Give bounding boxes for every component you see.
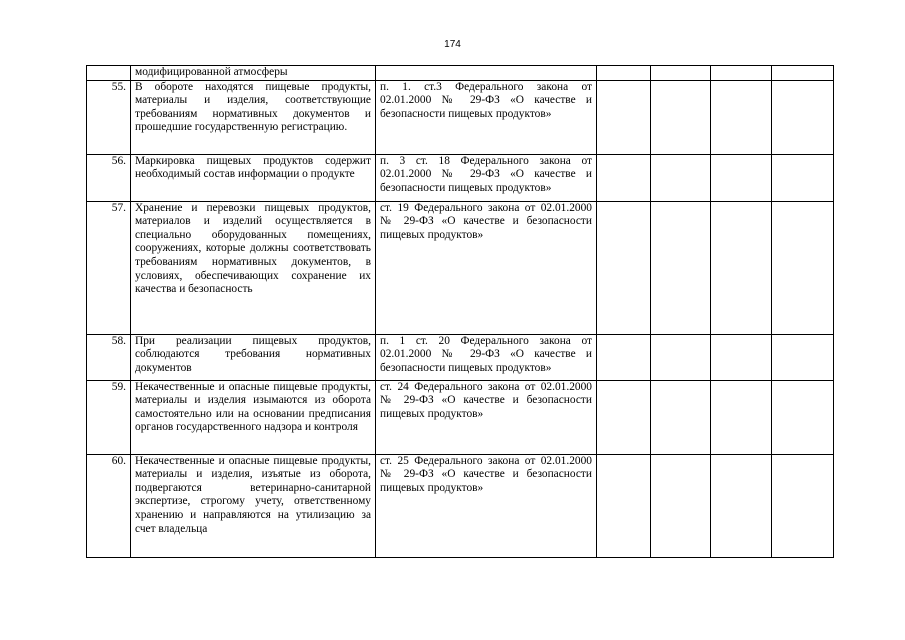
requirement-cell [131, 201, 376, 334]
row-number: 56. [87, 154, 131, 201]
row-number: 60. [87, 454, 131, 557]
empty-cell [772, 66, 834, 81]
reference-text: ст. 19 Федерального закона от 02.01.2000 № 29-ФЗ «О качестве и безопасности пищевых продуктов» [380, 201, 592, 241]
empty-cell [651, 66, 711, 81]
requirement-text: При реализации пищевых продуктов, соблюдаются требования нормативных документов [135, 334, 371, 374]
row-number: 59. [87, 380, 131, 454]
table-row [87, 201, 834, 334]
reference-cell [376, 201, 597, 334]
row-number: 57. [87, 201, 131, 334]
empty-cell [597, 80, 651, 154]
empty-cell [597, 454, 651, 557]
requirement-text: Некачественные и опасные пищевые продукты, материалы и изделия изымаются из оборота самостоятельно или на основании предписания органов государственного надзора и контроля [135, 380, 371, 434]
reference-cell [376, 334, 597, 380]
number-cell [87, 66, 131, 81]
requirement-cell [131, 66, 376, 81]
empty-cell [597, 201, 651, 334]
row-number: 55. [87, 80, 131, 154]
requirement-cell [131, 334, 376, 380]
reference-text: п. 3 ст. 18 Федерального закона от 02.01.2000 № 29-ФЗ «О качестве и безопасности пищевых продуктов» [380, 154, 592, 194]
reference-text: ст. 24 Федерального закона от 02.01.2000 № 29-ФЗ «О качестве и безопасности пищевых продуктов» [380, 380, 592, 420]
empty-cell [772, 80, 834, 154]
requirement-text: Хранение и перевозки пищевых продуктов, материалов и изделий осуществляется в специально оборудованных помещениях, сооружениях, которые должны соответствовать требованиям нормативных документов, в условиях, обеспечивающих сохранение их качества и безопасность [135, 201, 371, 296]
requirement-cell [131, 454, 376, 557]
empty-cell [772, 454, 834, 557]
empty-cell [651, 334, 711, 380]
empty-cell [597, 380, 651, 454]
empty-cell [772, 380, 834, 454]
empty-cell [711, 201, 772, 334]
table-row [87, 380, 834, 454]
checklist-table [86, 65, 834, 558]
empty-cell [711, 334, 772, 380]
empty-cell [711, 66, 772, 81]
empty-cell [597, 66, 651, 81]
empty-cell [772, 201, 834, 334]
empty-cell [651, 154, 711, 201]
table-row [87, 334, 834, 380]
reference-cell [376, 66, 597, 81]
reference-cell [376, 80, 597, 154]
requirement-text: модифицированной атмосферы [135, 66, 288, 78]
table-row [87, 80, 834, 154]
reference-cell [376, 154, 597, 201]
empty-cell [711, 154, 772, 201]
reference-cell [376, 454, 597, 557]
empty-cell [651, 80, 711, 154]
reference-cell [376, 380, 597, 454]
requirement-cell [131, 154, 376, 201]
empty-cell [651, 454, 711, 557]
empty-cell [772, 334, 834, 380]
table-row [87, 454, 834, 557]
requirement-cell [131, 80, 376, 154]
table-row [87, 154, 834, 201]
empty-cell [597, 334, 651, 380]
row-number: 58. [87, 334, 131, 380]
empty-cell [711, 80, 772, 154]
reference-text: ст. 25 Федерального закона от 02.01.2000 № 29-ФЗ «О качестве и безопасности пищевых продуктов» [380, 454, 592, 494]
page-number: 174 [444, 39, 461, 50]
requirement-text: Маркировка пищевых продуктов содержит необходимый состав информации о продукте [135, 154, 371, 181]
requirement-cell [131, 380, 376, 454]
empty-cell [651, 380, 711, 454]
empty-cell [711, 380, 772, 454]
requirement-text: В обороте находятся пищевые продукты, материалы и изделия, соответствующие требованиям нормативных документов и прошедшие государственную регистрацию. [135, 80, 371, 134]
empty-cell [711, 454, 772, 557]
empty-cell [772, 154, 834, 201]
reference-text: п. 1 ст. 20 Федерального закона от 02.01.2000 № 29-ФЗ «О качестве и безопасности пищевых продуктов» [380, 334, 592, 374]
empty-cell [597, 154, 651, 201]
empty-cell [651, 201, 711, 334]
reference-text: п. 1. ст.3 Федерального закона от 02.01.2000 № 29-ФЗ «О качестве и безопасности пищевых продуктов» [380, 80, 592, 120]
requirement-text: Некачественные и опасные пищевые продукты, материалы и изделия, изъятые из оборота, подвергаются ветеринарно-санитарной экспертизе, строгому учету, ответственному хранению и направляются на утилизацию за счет владельца [135, 454, 371, 535]
table-row-continuation [87, 66, 834, 81]
